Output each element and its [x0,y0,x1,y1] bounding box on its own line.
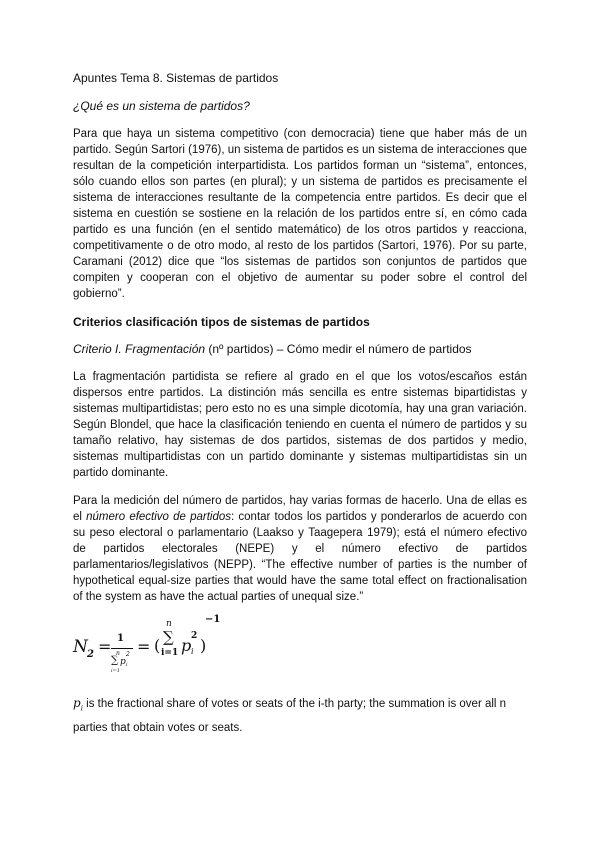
measurement-italic: número efectivo de partidos [86,511,232,523]
effective-parties-formula [73,614,527,683]
criterion-italic: Criterio I. Fragmentación [73,342,206,356]
formula-fraction-bar [111,648,133,649]
criterion-rest: (nº partidos) – Cómo medir el número de partidos [205,342,472,356]
formula-footnote [73,693,527,738]
formula-den-top: n [116,650,120,657]
formula-p: p [181,636,192,655]
formula-den-p-sup: 2 [126,651,130,658]
measurement-text-1: Para la medición del número de partidos, hay varias formas de hacerlo. Una de ellas es el [73,495,527,523]
formula-lhs: N [73,637,88,657]
formula-equals-1: = [98,637,112,656]
document-title: Apuntes Tema 8. Sistemas de partidos [73,71,279,85]
formula-exponent: −1 [205,614,221,625]
formula-sum: ∑ [163,628,174,646]
formula-open-paren: ( [154,636,161,655]
formula-sum-top: n [166,619,172,629]
paragraph-definition: Para que haya un sistema competitivo (con democracia) tiene que haber más de un partido. Según Sartori (1976), un sistema de partidos es un sistema de interacciones que resultan de la competición interpartidista. Los partidos forman un “sistema”, entonces, sólo cuando ellos son partes (en plural); y un sistema de partidos es precisamente el sistema de interacciones resultante de la competencia entre partidos. Es decir que el sistema en cuestión se sostiene en la relación de los partidos entre sí, en cómo cada partido es una función (en el sentido matemático) de los otros partidos y reacciona, competitivamente o de otro modo, al resto de los partidos (Sartori, 1976). Por su parte, Caramani (2012) dice que “los sistemas de partidos son conjuntos de partidos que compiten y cooperan con el objetivo de aumentar su poder sobre el control del gobierno”. [73,128,527,300]
formula-sum-bottom: i=1 [161,648,179,658]
formula-p-sub: i [191,647,194,656]
formula-den-p: p [120,657,126,667]
formula-p-sup: 2 [191,631,198,641]
section-heading: Criterios clasificación tipos de sistemas de partidos [73,315,370,329]
measurement-text-2: : contar todos los partidos y ponderarlos de acuerdo con su peso electoral o parlamentario (Laakso y Taagepera 1979); está el número efectivo de partidos electorales (NEPE) y el número efectivo de partidos parlamentarios/legislativos (NEPP). “The effective number of parties is the number of hypothetical equal-size parties that would have the same total effect on fractionalisation of the system as have the actual parties of unequal size.” [73,511,527,603]
formula-lhs-sub: 2 [87,649,94,660]
footnote-var: $p_i$ [73,696,83,713]
formula-den-p-sub: i [126,662,128,668]
formula-den-sum: ∑ [111,655,119,666]
formula-den-bottom: i=1 [111,668,120,674]
paragraph-measurement [73,493,527,605]
formula-numerator: 1 [117,633,124,644]
section-question: ¿Qué es un sistema de partidos? [73,99,250,113]
formula-equals-2: = [137,637,151,656]
criterion-line [73,341,527,357]
footnote-text: is the fractional share of votes or seats of the i-th party; the summation is over all n parties that obtain votes or seats. [73,698,507,735]
paragraph-fragmentation: La fragmentación partidista se refiere al grado en el que los votos/escaños están dispersos entre partidos. La distinción más sencilla es entre sistemas bipartidistas y sistemas multipartidistas; pero esto no es una simple dicotomía, hay una gran variación. Según Blondel, que hace la clasificación teniendo en cuenta el número de partidos y su tamaño relativo, hay sistemas de dos partidos, sistemas de dos partidos y medio, sistemas multipartidistas con un partido dominante y sistemas multipartidistas sin un partido dominante. [73,371,527,479]
formula-close-paren: ) [200,636,207,655]
